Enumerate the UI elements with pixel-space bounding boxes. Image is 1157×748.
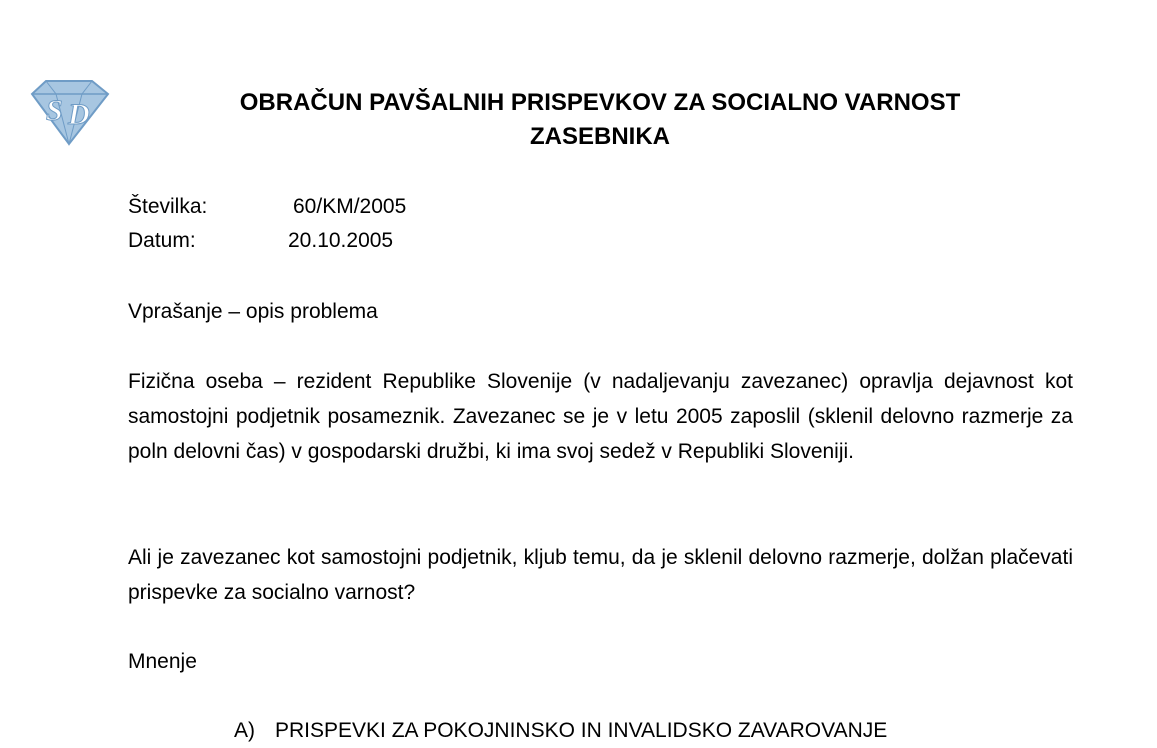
question-heading: Vprašanje – opis problema [128, 300, 378, 323]
svg-text:D: D [68, 98, 90, 131]
subheading-text: PRISPEVKI ZA POKOJNINSKO IN INVALIDSKO ZAVAROVANJE [275, 719, 888, 742]
number-label: Številka: [128, 195, 208, 218]
paragraph-1: Fizična oseba – rezident Republike Slovenije (v nadaljevanju zavezanec) opravlja dejavnost kot samostojni podjetnik posameznik. Zavezanec se je v letu 2005 zaposlil (sklenil delovno razmerje za poln delovni čas) v gospodarski družbi, ki ima svoj sedež v Republiki Sloveniji. [128, 370, 1073, 463]
subheading-letter: A) [234, 719, 255, 742]
document-title [150, 86, 1050, 154]
title-line-1: OBRAČUN PAVŠALNIH PRISPEVKOV ZA SOCIALNO VARNOST [239, 89, 961, 116]
opinion-heading: Mnenje [128, 650, 197, 673]
title-line-2: ZASEBNIKA [529, 123, 670, 150]
paragraph-2: Ali je zavezanec kot samostojni podjetnik, kljub temu, da je sklenil delovno razmerje, dolžan plačevati prispevke za socialno varnost? [128, 546, 1073, 604]
sd-logo [28, 78, 110, 148]
date-value: 20.10.2005 [288, 229, 394, 252]
svg-text:S: S [46, 94, 63, 127]
date-label: Datum: [128, 229, 196, 252]
number-value: 60/KM/2005 [293, 195, 407, 218]
